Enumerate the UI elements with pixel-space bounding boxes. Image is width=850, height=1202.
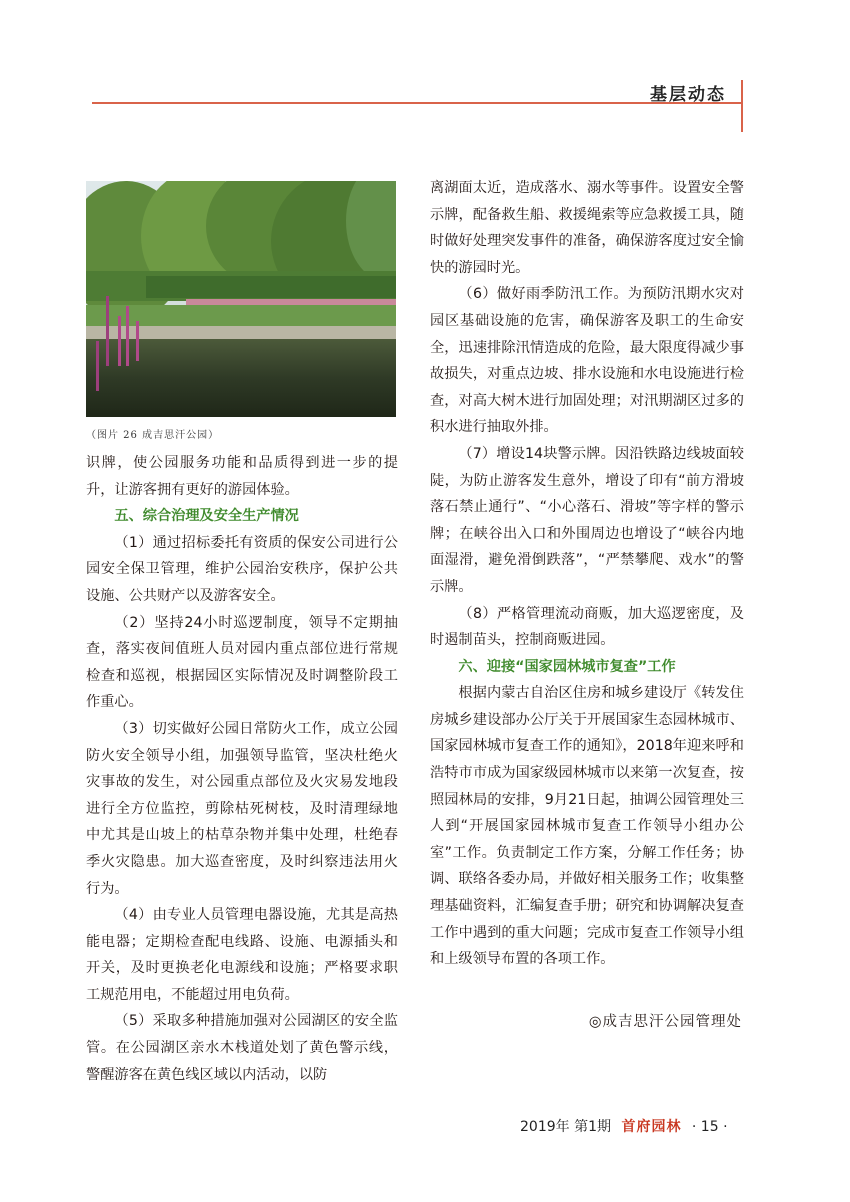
body-paragraph: 根据内蒙古自治区住房和城乡建设厅《转发住房城乡建设部办公厅关于开展国家生态园林城市、国家园林城市复查工作的通知》，2018年迎来呼和浩特市市成为国家级园林城市以来第一次复查，按照园林局的安排，9月21日起，抽调公园管理处三人到“开展国家园林城市复查工作领导小组办公室”工作。负责制定工作方案，分解工作任务；协调、联络各委办局，并做好相关服务工作；收集整理基础资料，汇编复查手册；研究和协调解决复查工作中遇到的重大问题；完成市复查工作领导小组和上级领导布置的各项工作。 bbox=[430, 685, 744, 968]
body-paragraph: （7）增设14块警示牌。因沿铁路边线坡面较陡，为防止游客发生意外，增设了印有“前方滑坡落石禁止通行”、“小心落石、滑坡”等字样的警示牌；在峡谷出入口和外围周边也增设了“峡谷内地面湿滑，避免滑倒跌落”，“严禁攀爬、戏水”的警示牌。 bbox=[430, 445, 744, 595]
body-paragraph: 识牌，使公园服务功能和品质得到进一步的提升，让游客拥有更好的游园体验。 bbox=[86, 455, 398, 498]
section-title: 基层动态 bbox=[650, 85, 726, 105]
body-paragraph: （3）切实做好公园日常防火工作，成立公园防火安全领导小组，加强领导监管，坚决杜绝火灾事故的发生，对公园重点部位及火灾易发地段进行全方位监控，剪除枯死树枝，及时清理绿地中尤其是山坡上的枯草杂物并集中处理，杜绝春季火灾隐患。加大巡查密度，及时纠察违法用火行为。 bbox=[86, 720, 398, 897]
left-column bbox=[86, 450, 398, 1088]
body-paragraph: （5）采取多种措施加强对公园湖区的安全监管。在公园湖区亲水木栈道处划了黄色警示线，警醒游客在黄色线区域以内活动，以防 bbox=[86, 1013, 398, 1083]
issue-label: 2019年 第1期 bbox=[520, 1119, 611, 1135]
figure-caption: （图片 26 成吉思汗公园） bbox=[86, 430, 220, 441]
body-paragraph: （8）严格管理流动商贩，加大巡逻密度，及时遏制苗头，控制商贩进园。 bbox=[430, 605, 744, 649]
body-paragraph: （1）通过招标委托有资质的保安公司进行公园安全保卫管理，维护公园治安秩序，保护公共设施、公共财产以及游客安全。 bbox=[86, 534, 398, 604]
page-number: · 15 · bbox=[691, 1119, 728, 1135]
right-column bbox=[430, 175, 744, 973]
section-heading: 六、迎接“国家园林城市复查”工作 bbox=[458, 658, 676, 675]
body-paragraph: （6）做好雨季防汛工作。为预防汛期水灾对园区基础设施的危害，确保游客及职工的生命安全，迅速排除汛情造成的危险，最大限度得减少事故损失，对重点边坡、排水设施和水电设施进行检查，对高大树木进行加固处理；对汛期湖区过多的积水进行抽取外排。 bbox=[430, 286, 744, 436]
body-paragraph: （4）由专业人员管理电器设施，尤其是高热能电器；定期检查配电线路、设施、电源插头和开关，及时更换老化电源线和设施；严格要求职工规范用电，不能超过用电负荷。 bbox=[86, 907, 398, 1003]
park-lake-photo bbox=[86, 181, 396, 417]
body-paragraph: （2）坚持24小时巡逻制度，领导不定期抽查，落实夜间值班人员对园内重点部位进行常规检查和巡视，根据园区实际情况及时调整阶段工作重心。 bbox=[86, 614, 398, 711]
magazine-brand: 首府园林 bbox=[621, 1119, 682, 1135]
page-footer bbox=[520, 1116, 728, 1136]
header-vertical-rule bbox=[741, 80, 743, 132]
section-heading: 五、综合治理及安全生产情况 bbox=[114, 508, 299, 525]
body-paragraph: 离湖面太近，造成落水、溺水等事件。设置安全警示牌，配备救生船、救援绳索等应急救援工具，随时做好处理突发事件的准备，确保游客度过安全愉快的游园时光。 bbox=[430, 180, 744, 276]
header-rule bbox=[92, 102, 742, 104]
author-signature: ◎成吉思汗公园管理处 bbox=[588, 1014, 742, 1030]
